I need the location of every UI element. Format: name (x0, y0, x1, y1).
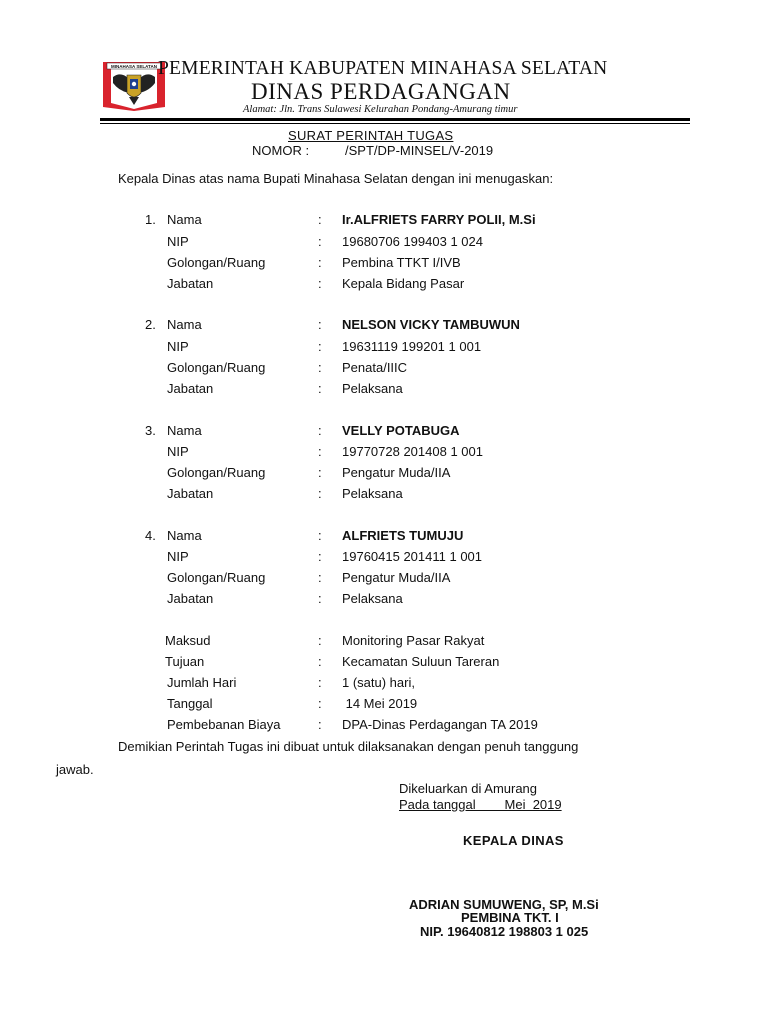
field-separator: : (318, 423, 322, 438)
letterhead-address: Alamat: Jln. Trans Sulawesi Kelurahan Pondang-Amurang timur (243, 104, 518, 115)
field-separator: : (318, 276, 322, 291)
detail-value-tanggal: 14 Mei 2019 (342, 696, 418, 711)
field-label: Nama (167, 317, 202, 332)
field-value-golongan: Pengatur Muda/IIA (342, 570, 451, 585)
field-label: Jabatan (167, 486, 214, 501)
field-separator: : (318, 717, 322, 732)
field-label: Golongan/Ruang (167, 465, 266, 480)
closing-text-line2: jawab. (56, 762, 94, 777)
nomor-value: /SPT/DP-MINSEL/V-2019 (345, 143, 494, 158)
detail-label-maksud: Maksud (165, 633, 211, 648)
nomor-label: NOMOR : (252, 143, 310, 158)
field-separator: : (318, 549, 322, 564)
field-separator: : (318, 360, 322, 375)
field-value-nama: NELSON VICKY TAMBUWUN (342, 317, 520, 332)
signatory-nip: NIP. 19640812 198803 1 025 (420, 924, 589, 939)
field-value-nama: Ir.ALFRIETS FARRY POLII, M.Si (342, 212, 536, 227)
field-label: Nama (167, 528, 202, 543)
field-value-nip: 19770728 201408 1 001 (342, 444, 483, 459)
detail-label-pembebanan-biaya: Pembebanan Biaya (167, 717, 281, 732)
person-number: 4. (145, 528, 156, 543)
letterhead-rule-thick (100, 118, 690, 121)
field-value-nip: 19760415 201411 1 001 (342, 549, 483, 564)
field-separator: : (318, 444, 322, 459)
detail-value-pembebanan-biaya: DPA-Dinas Perdagangan TA 2019 (342, 717, 538, 732)
field-value-jabatan: Pelaksana (342, 486, 403, 501)
logo-banner-text: MINAHASA SELATAN (111, 64, 157, 69)
field-label: Nama (167, 212, 202, 227)
signatory-role: KEPALA DINAS (463, 833, 564, 848)
field-value-jabatan: Pelaksana (342, 591, 403, 606)
field-separator: : (318, 317, 322, 332)
field-separator: : (318, 234, 322, 249)
field-separator: : (318, 696, 322, 711)
field-label: Jabatan (167, 381, 214, 396)
detail-label-jumlah-hari: Jumlah Hari (167, 675, 237, 690)
field-separator: : (318, 339, 322, 354)
field-value-golongan: Pengatur Muda/IIA (342, 465, 451, 480)
field-separator: : (318, 381, 322, 396)
signatory-rank: PEMBINA TKT. I (461, 910, 559, 925)
detail-value-jumlah-hari: 1 (satu) hari, (342, 675, 415, 690)
field-separator: : (318, 591, 322, 606)
letterhead-department: DINAS PERDAGANGAN (251, 79, 511, 104)
field-value-nip: 19680706 199403 1 024 (342, 234, 483, 249)
field-separator: : (318, 486, 322, 501)
field-separator: : (318, 570, 322, 585)
field-label: Golongan/Ruang (167, 360, 266, 375)
field-separator: : (318, 654, 322, 669)
field-label: Golongan/Ruang (167, 570, 266, 585)
field-separator: : (318, 255, 322, 270)
letterhead-rule-thin (100, 123, 690, 124)
field-separator: : (318, 465, 322, 480)
issued-date: Pada tanggal Mei 2019 (399, 797, 562, 812)
detail-value-maksud: Monitoring Pasar Rakyat (342, 633, 485, 648)
field-value-jabatan: Pelaksana (342, 381, 403, 396)
detail-label-tanggal: Tanggal (167, 696, 213, 711)
field-value-golongan: Penata/IIIC (342, 360, 408, 375)
field-value-nama: ALFRIETS TUMUJU (342, 528, 464, 543)
document-title: SURAT PERINTAH TUGAS (288, 128, 454, 143)
intro-text: Kepala Dinas atas nama Bupati Minahasa Selatan dengan ini menugaskan: (118, 171, 554, 186)
person-number: 2. (145, 317, 156, 332)
signatory-name: ADRIAN SUMUWENG, SP, M.Si (409, 897, 599, 912)
field-value-golongan: Pembina TTKT I/IVB (342, 255, 461, 270)
field-value-jabatan: Kepala Bidang Pasar (342, 276, 465, 291)
field-value-nip: 19631119 199201 1 001 (342, 339, 482, 354)
field-label: NIP (167, 549, 189, 564)
field-label: NIP (167, 339, 189, 354)
letterhead-government: PEMERINTAH KABUPATEN MINAHASA SELATAN (158, 58, 608, 79)
person-number: 3. (145, 423, 156, 438)
detail-label-tujuan: Tujuan (165, 654, 205, 669)
field-value-nama: VELLY POTABUGA (342, 423, 460, 438)
field-label: Nama (167, 423, 202, 438)
field-separator: : (318, 675, 322, 690)
field-label: NIP (167, 234, 189, 249)
detail-value-tujuan: Kecamatan Suluun Tareran (342, 654, 500, 669)
closing-text-line1: Demikian Perintah Tugas ini dibuat untuk dilaksanakan dengan penuh tanggung (118, 739, 579, 754)
field-separator: : (318, 528, 322, 543)
field-label: Golongan/Ruang (167, 255, 266, 270)
field-separator: : (318, 212, 322, 227)
issued-place: Dikeluarkan di Amurang (399, 781, 538, 796)
field-label: Jabatan (167, 276, 214, 291)
field-label: NIP (167, 444, 189, 459)
field-separator: : (318, 633, 322, 648)
person-number: 1. (145, 212, 156, 227)
field-label: Jabatan (167, 591, 214, 606)
